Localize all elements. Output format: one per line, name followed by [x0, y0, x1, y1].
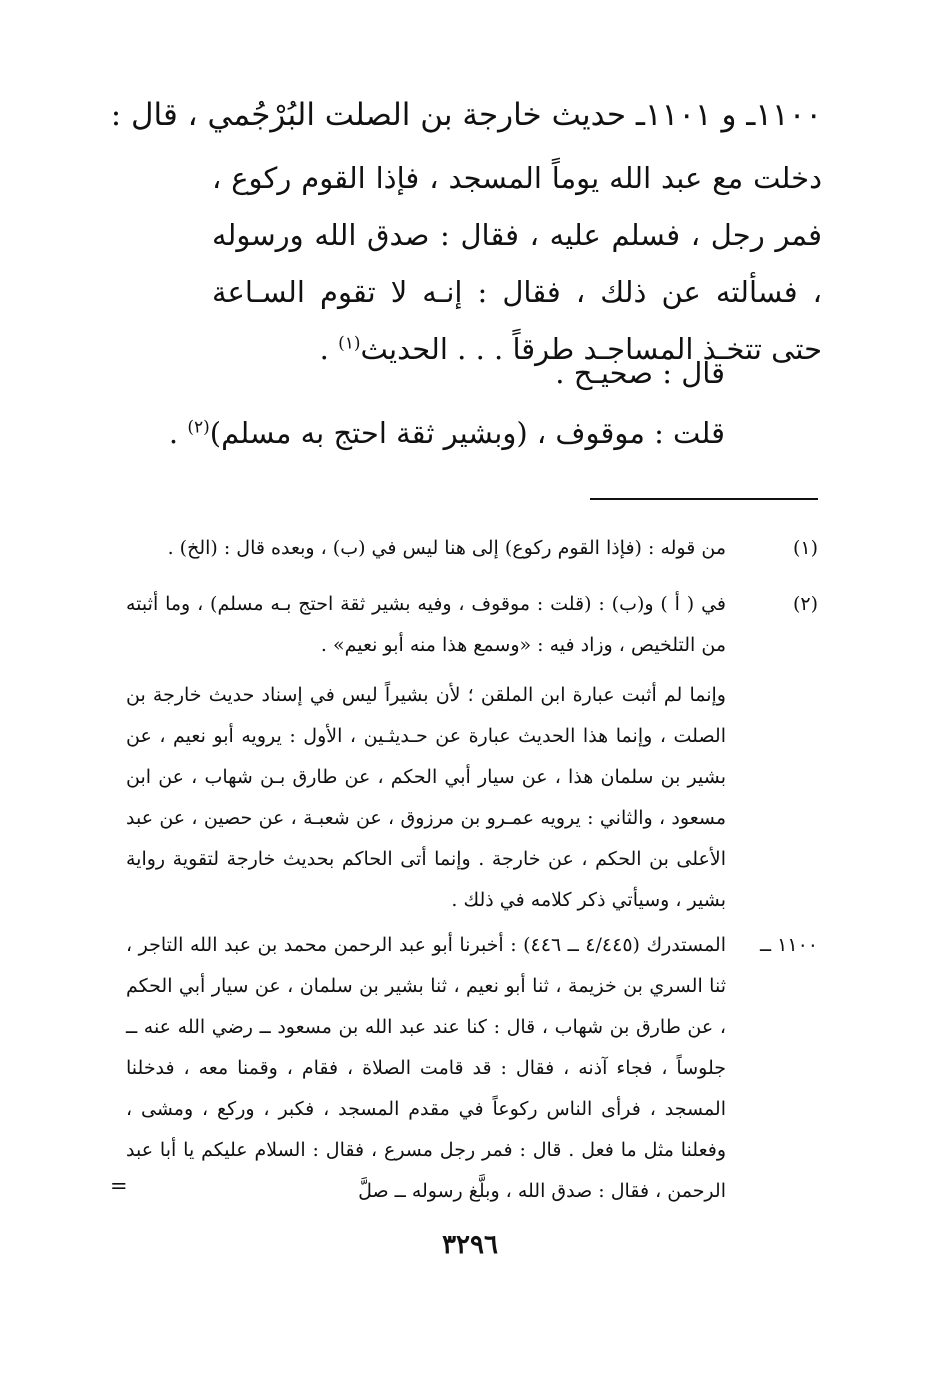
footnote-1100-number: ١١٠٠ ــ — [759, 934, 818, 956]
comment-line-body: قلت : موقوف ، (وبشير ثقة احتج به مسلم) — [209, 416, 725, 450]
footnote-ref-2[interactable]: (٢) — [187, 417, 210, 438]
footnote-2-text: في ( أ ) و(ب) : (قلت : موقوف ، وفيه بشير ثقة احتج بـه مسلم) ، وما أثبته من التلخيص ، وزاد فيه : «وسمع هذا منه أبو نعيم» . — [126, 593, 726, 656]
hadith-text — [212, 150, 822, 378]
hadith-paragraph-body: دخلت مع عبد الله يوماً المسجد ، فإذا القوم ركوع ، فمر رجل ، فسلم عليه ، فقال : صدق الله ورسوله ، فسألته عن ذلك ، فقال : إنـه لا تقوم السـاعة حتى تتخـذ المساجـد طرقاً . . . الحديث — [212, 161, 822, 366]
comment-line-end: . — [168, 416, 188, 450]
continuation-mark: = — [110, 1174, 128, 1198]
footnote-2-extra-paragraph: وإنما لم أثبت عبارة ابن الملقن ؛ لأن بشيراً ليس في إسناد حديث خارجة بن الصلت ، وإنما هذا الحديث عبارة عن حـديثـين ، الأول : يرويه أبو نعيم ، عن بشير بن سلمان هذا ، عن سيار أبي الحكم ، عن طارق بـن شهاب ، عن ابن مسعود ، والثاني : يرويه عمـرو بن مرزوق ، عن شعبـة ، عن حصين ، عن عبد الأعلى بن الحكم ، عن خارجة . وإنما أتى الحاكم بحديث خارجة لتقوية رواية بشير ، وسيأتي ذكر كلامه في ذلك . — [126, 684, 726, 911]
hadith-paragraph — [212, 150, 822, 378]
footnote-1-text: من قوله : (فإذا القوم ركوع) إلى هنا ليس في (ب) ، وبعده قال : (الخ) . — [167, 537, 726, 559]
page-number: ٣٢٩٦ — [442, 1230, 498, 1260]
footnote-separator — [590, 498, 818, 500]
footnote-1-number: (١) — [792, 537, 818, 559]
hadith-paragraph-end: . — [319, 332, 339, 366]
footnote-2-number: (٢) — [792, 593, 818, 615]
grading-line: قال : صحيـح . — [555, 356, 725, 390]
footnote-1100-text: المستدرك (٤/٤٤٥ ــ ٤٤٦) : أخبرنا أبو عبد الرحمن محمد بن عبد الله التاجر ، ثنا السري بن خزيمة ، ثنا أبو نعيم ، ثنا بشير بن سلمان ، عن سيار أبي الحكم ، عن طارق بن شهاب ، قال : كنا عند عبد الله بن مسعود ــ رضي الله عنه ــ جلوساً ، فجاء آذنه ، فقال : قد قامت الصلاة ، فقام ، وقمنا معه ، فدخلنا المسجد ، فرأى الناس ركوعاً في مقدم المسجد ، فكبر ، وركع ، ومشى ، وفعلنا مثل ما فعل . قال : فمر رجل مسرع ، فقال : السلام عليكم يا أبا عبد الرحمن ، فقال : صدق الله ، وبلَّغ رسوله ــ صلَّ — [126, 934, 726, 1202]
hadith-heading: ١١٠٠ـ و ١١٠١ـ حديث خارجة بن الصلت البُرْجُمي ، قال : — [110, 97, 822, 133]
comment-line — [125, 410, 725, 456]
footnote-ref-1[interactable]: (١) — [338, 333, 361, 354]
